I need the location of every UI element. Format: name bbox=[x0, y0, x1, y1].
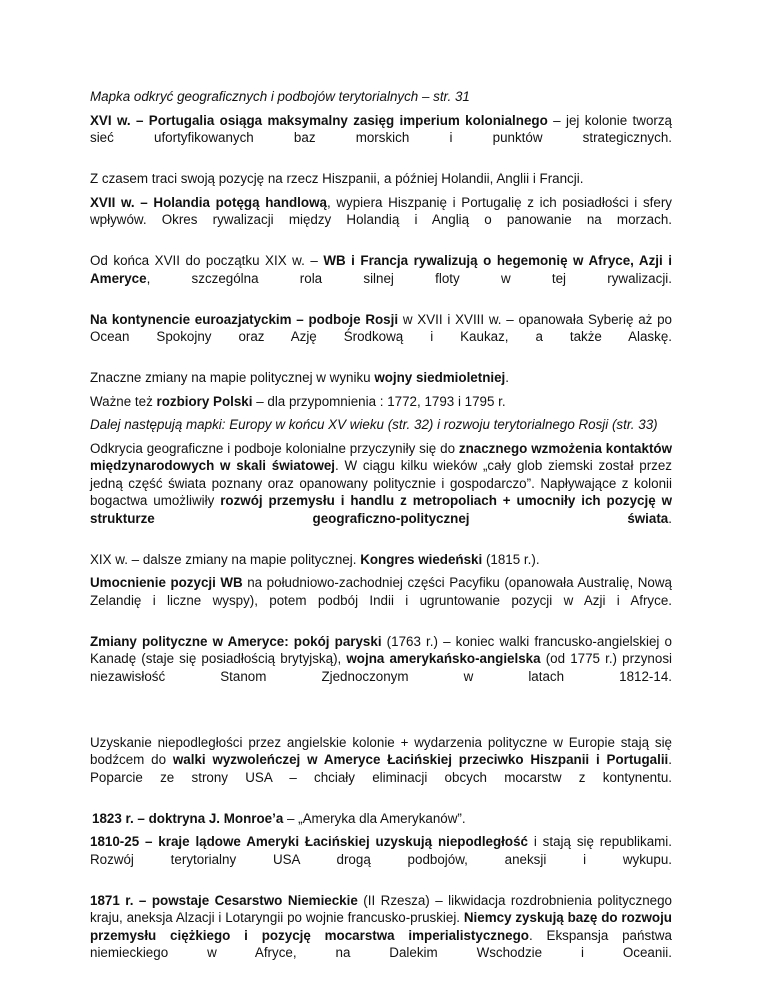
paragraph-german-empire: 1871 r. – powstaje Cesarstwo Niemieckie (II Rzesza) – likwidacja rozdrobnienia politycznego kraju, aneksja Alzacji i Lotaryngii po wojnie francusko-pruskiej. Niemcy zyskują bazę do rozwoju przemysłu ciężkiego i pozycję mocarstwa imperialistycznego. Ekspansja państwa niemieckiego w Afryce, na Dalekim Wschodzie i Oceanii. bbox=[90, 892, 672, 960]
paragraph-america-changes: Zmiany polityczne w Ameryce: pokój paryski (1763 r.) – koniec walki francusko-angielskiej o Kanadę (staje się posiadłością brytyjską), wojna amerykańsko-angielska (od 1775 r.) przynosi niezawisłość Stanom Zjednoczonym w latach 1812-14. bbox=[90, 633, 673, 684]
paragraph-monroe-doctrine: 1823 r. – doktryna J. Monroe’a – „Ameryka dla Amerykanów”. bbox=[92, 810, 466, 826]
paragraph-latin-republics: 1810-25 – kraje lądowe Ameryki Łacińskiej uzyskują niepodległość i stają się republikami. Rozwój terytorialny USA drogą podbojów, aneksji i wykupu. bbox=[90, 834, 672, 867]
spacer bbox=[90, 709, 672, 734]
paragraph-portugal-decline: Z czasem traci swoją pozycję na rzecz Hiszpanii, a później Holandii, Anglii i Francji. bbox=[90, 171, 584, 186]
paragraph-next-maps: Dalej następują mapki: Europy w końcu XV wieku (str. 32) i rozwoju terytorialnego Rosji (str. 33) bbox=[90, 417, 658, 432]
paragraph-partitions: Ważne też rozbiory Polski – dla przypomnienia : 1772, 1793 i 1795 r. bbox=[90, 393, 506, 409]
paragraph-seven-years-war: Znaczne zmiany na mapie politycznej w wyniku wojny siedmioletniej. bbox=[90, 370, 510, 385]
paragraph-discoveries: Odkrycia geograficzne i podboje kolonialne przyczyniły się do znacznego wzmożenia kontaktów międzynarodowych w skali światowej. W ciągu kilku wieków „cały glob ziemski został przez jedną część świata poznany oraz opanowany politycznie i gospodarczo”. Napływające z kolonii bogactwa umożliwiły rozwój przemysłu i handlu z metropoliach + umocniły ich pozycję w strukturze geograficzno-politycznej świata. bbox=[90, 440, 672, 526]
paragraph-latin-america-independence: Uzyskanie niepodległości przez angielskie kolonie + wydarzenia polityczne w Europie stają się bodźcem do walki wyzwoleńczej w Ameryce Łacińskiej przeciwko Hiszpanii i Portugalii. Poparcie ze strony USA – chciały eliminacji obcych mocarstw z kontynentu. bbox=[90, 734, 672, 785]
paragraph-uk-position: Umocnienie pozycji WB na południowo-zachodniej części Pacyfiku (opanowała Australię, Nową Zelandię i liczne wyspy), potem podbój Indii i ugruntowanie pozycji w Azji i Afryce. bbox=[90, 575, 672, 608]
paragraph-congress-vienna: XIX w. – dalsze zmiany na mapie politycznej. Kongres wiedeński (1815 r.). bbox=[90, 551, 540, 567]
paragraph-portugal: XVI w. – Portugalia osiąga maksymalny zasięg imperium kolonialnego – jej kolonie tworzą sieć ufortyfikowanych baz morskich i punktów strategicznych. bbox=[90, 112, 672, 145]
document-page bbox=[90, 88, 672, 985]
paragraph-uk-france: Od końca XVII do początku XIX w. – WB i Francja rywalizują o hegemonię w Afryce, Azji i Ameryce, szczególna rola silnej floty w tej rywalizacji. bbox=[90, 253, 672, 286]
map-caption: Mapka odkryć geograficznych i podbojów terytorialnych – str. 31 bbox=[90, 89, 470, 104]
paragraph-russia: Na kontynencie euroazjatyckim – podboje Rosji w XVII i XVIII w. – opanowała Syberię aż po Ocean Spokojny oraz Azję Środkową i Kaukaz, a także Alaskę. bbox=[90, 311, 672, 344]
paragraph-holland: XVII w. – Holandia potęgą handlową, wypiera Hiszpanię i Portugalię z ich posiadłości i sfery wpływów. Okres rywalizacji między Holandią i Anglią o panowanie na morzach. bbox=[90, 194, 672, 227]
